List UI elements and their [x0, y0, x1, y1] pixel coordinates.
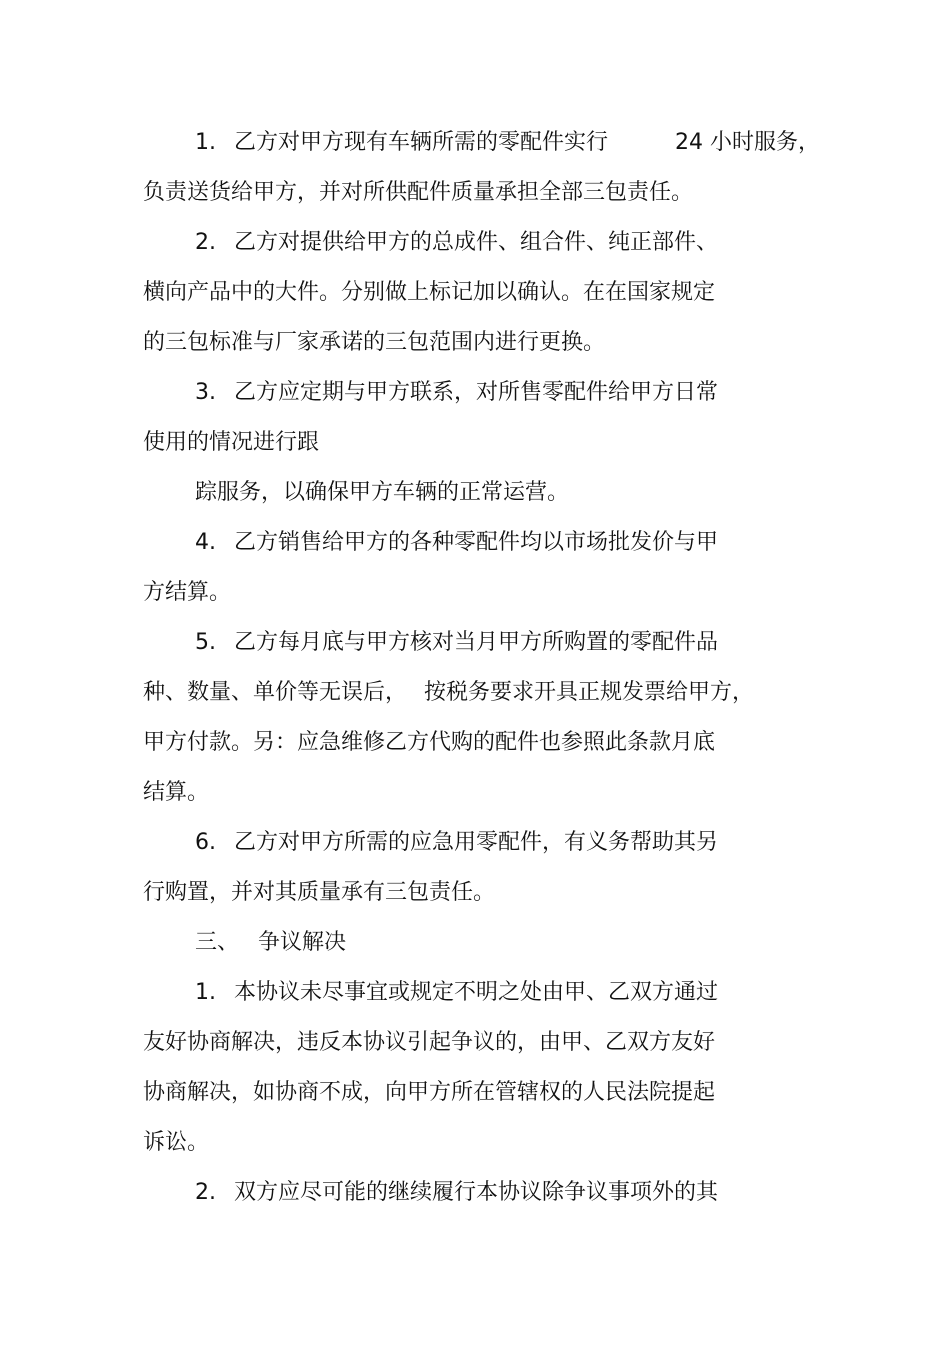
line-text: 甲方付款。另：应急维修乙方代购的配件也参照此条款月底: [143, 730, 716, 755]
item-number: 1.: [195, 130, 216, 155]
line-text: 行购置，并对其质量承有三包责任。: [143, 880, 496, 905]
item-number: 1.: [195, 980, 216, 1005]
line-text: 踪服务，以确保甲方车辆的正常运营。: [195, 480, 570, 505]
line-text: 乙方销售给甲方的各种零配件均以市场批发价与甲: [234, 530, 719, 555]
line-text: 乙方每月底与甲方核对当月甲方所购置的零配件品: [234, 630, 719, 655]
item-number: 6.: [195, 830, 216, 855]
line-text: 的三包标准与厂家承诺的三包范围内进行更换。: [143, 330, 606, 355]
item-number: 2.: [195, 230, 216, 255]
line-text: 负责送货给甲方，并对所供配件质量承担全部三包责任。: [143, 180, 694, 205]
line-text: 乙方对甲方所需的应急用零配件，有义务帮助其另: [234, 830, 719, 855]
item-number: 5.: [195, 630, 216, 655]
line-text: 双方应尽可能的继续履行本协议除争议事项外的其: [234, 1180, 719, 1205]
line-text: 横向产品中的大件。分别做上标记加以确认。在在国家规定: [143, 280, 716, 305]
line-text: 24 小时服务，: [675, 130, 820, 155]
section-number: 三、: [195, 930, 240, 955]
section-title: 争议解决: [258, 930, 347, 955]
item-number: 2.: [195, 1180, 216, 1205]
line-text: 本协议未尽事宜或规定不明之处由甲、乙双方通过: [234, 980, 719, 1005]
line-text: 乙方对甲方现有车辆所需的零配件实行: [234, 130, 609, 155]
line-text: 协商解决，如协商不成，向甲方所在管辖权的人民法院提起: [143, 1080, 716, 1105]
line-text: 种、数量、单价等无误后，: [143, 680, 408, 705]
item-number: 4.: [195, 530, 216, 555]
line-text: 诉讼。: [143, 1130, 210, 1155]
line-text: 乙方应定期与甲方联系，对所售零配件给甲方日常: [234, 380, 719, 405]
line-text: 按税务要求开具正规发票给甲方，: [424, 680, 755, 705]
line-text: 结算。: [143, 780, 210, 805]
line-text: 友好协商解决，违反本协议引起争议的，由甲、乙双方友好: [143, 1030, 716, 1055]
item-number: 3.: [195, 380, 216, 405]
line-text: 乙方对提供给甲方的总成件、组合件、纯正部件、: [234, 230, 719, 255]
line-text: 使用的情况进行跟: [143, 430, 320, 455]
line-text: 方结算。: [143, 580, 232, 605]
